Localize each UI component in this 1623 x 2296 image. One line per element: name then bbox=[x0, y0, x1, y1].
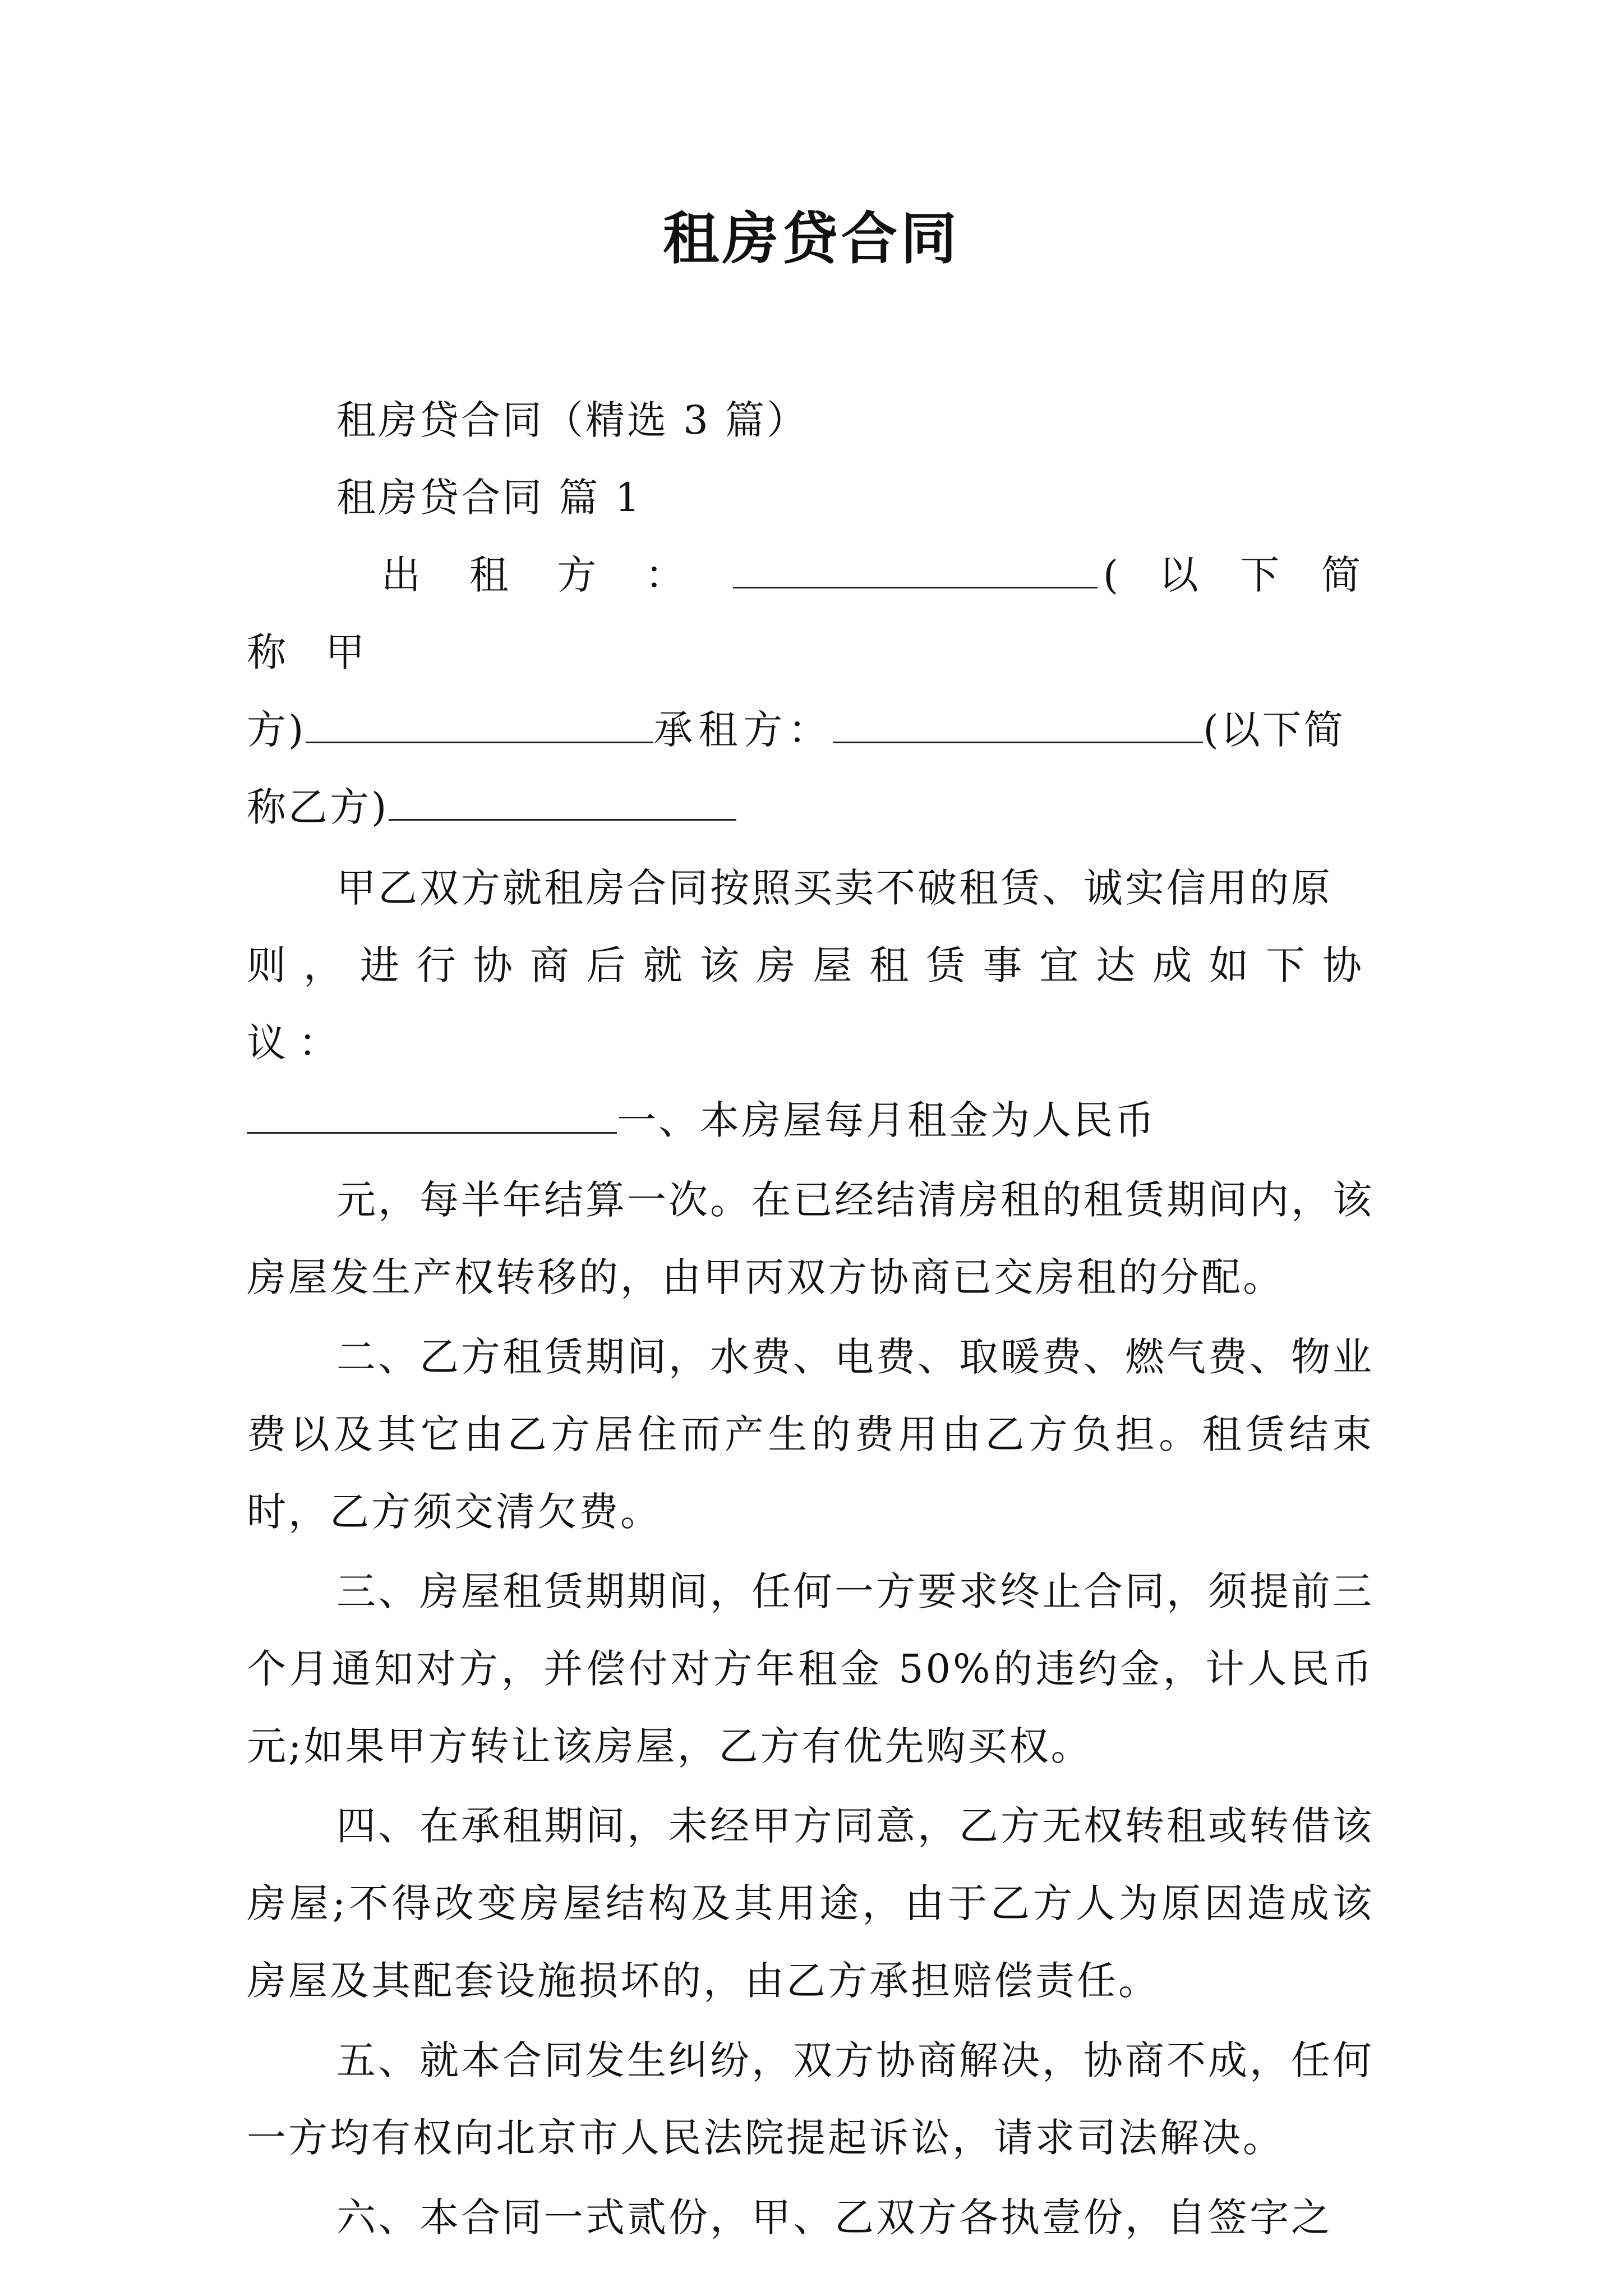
section-heading: 租房贷合同 篇 1 bbox=[336, 475, 643, 521]
clause-3-termination: 三、房屋租赁期期间，任何一方要求终止合同，须提前三个月通知对方，并偿付对方年租金 50%的违约金，计人民币元;如果甲方转让该房屋，乙方有优先购买权。 bbox=[247, 1568, 1374, 1769]
intro-line-2: 则，进行协商后就该房屋租赁事宜达成如下协议： bbox=[247, 942, 1374, 1066]
clause-5-disputes: 五、就本合同发生纠纷，双方协商解决，协商不成，任何一方均有权向北京市人民法院提起诉讼，请求司法解决。 bbox=[247, 2037, 1374, 2161]
party-line-1 bbox=[247, 536, 1374, 691]
lessor-label: 出 租 方 ： bbox=[381, 552, 703, 598]
lessee-suffix: (以下简 bbox=[1203, 707, 1345, 753]
clause-2-fees: 二、乙方租赁期间，水费、电费、取暖费、燃气费、物业费以及其它由乙方居住而产生的费用由乙方负担。租赁结束时，乙方须交清欠费。 bbox=[247, 1334, 1374, 1535]
intro-line-1: 甲乙双方就租房合同按照买卖不破租赁、诚实信用的原 bbox=[336, 865, 1332, 911]
document-title: 租房贷合同 bbox=[663, 205, 960, 272]
intro-line-3 bbox=[247, 1082, 1374, 1159]
clause-rent-settlement: 元，每半年结算一次。在已经结清房租的租赁期间内，该房屋发生产权转移的，由甲丙双方协商已交房租的分配。 bbox=[247, 1177, 1374, 1300]
party-line-2 bbox=[247, 691, 1374, 769]
line2-prefix: 方) bbox=[247, 707, 306, 753]
lessee-label: 承租方： bbox=[653, 707, 833, 753]
lessor-blank bbox=[733, 547, 1098, 588]
rent-blank bbox=[247, 1093, 617, 1134]
clause-4-sublease: 四、在承租期间，未经甲方同意，乙方无权转租或转借该房屋;不得改变房屋结构及其用途，由于乙方人为原因造成该房屋及其配套设施损坏的，由乙方承担赔偿责任。 bbox=[247, 1803, 1374, 2004]
lessor-name-blank bbox=[306, 702, 653, 743]
lessee-blank bbox=[833, 702, 1203, 743]
line3-prefix: 称乙方) bbox=[247, 784, 389, 830]
party-line-3 bbox=[247, 769, 1374, 846]
clause-6-copies: 六、本合同一式贰份，甲、乙双方各执壹份，自签字之 bbox=[336, 2194, 1332, 2240]
document-body bbox=[247, 381, 1374, 2256]
lessee-name-blank bbox=[389, 780, 736, 821]
subtitle: 租房贷合同（精选 3 篇） bbox=[336, 397, 809, 443]
lessor-suffix: ( 以 下 简 称 甲 bbox=[247, 552, 1374, 675]
intro-line-3-text: 一、本房屋每月租金为人民币 bbox=[617, 1097, 1156, 1143]
